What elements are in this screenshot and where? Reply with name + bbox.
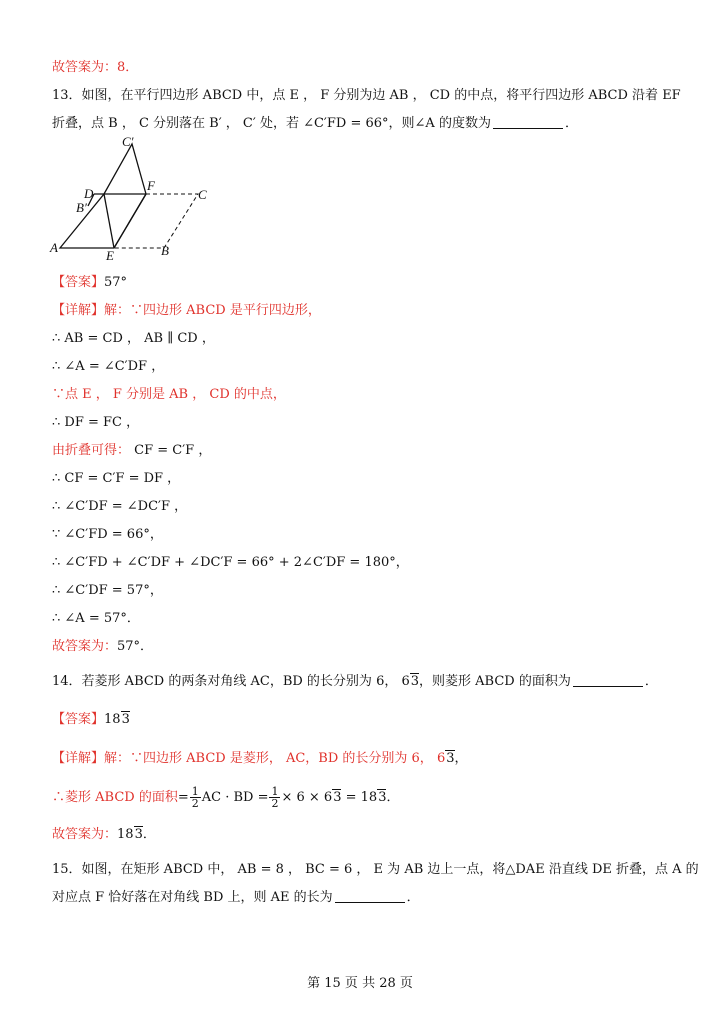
q13-text-line2 — [52, 114, 680, 134]
final-label: 故答案为： — [52, 827, 118, 842]
detail-tag: 【详解】解： — [52, 303, 131, 318]
q13-answer — [52, 273, 680, 293]
step-11: ∴ ∠A = 57°． — [52, 611, 140, 626]
final-value: 18 — [117, 827, 134, 842]
q15-text-line2 — [52, 888, 680, 908]
detail-end: ， — [454, 751, 468, 766]
step-10: ∴ ∠C′DF = 57°， — [52, 583, 163, 598]
step-5 — [52, 441, 680, 461]
final-sqrt: 3 — [134, 827, 143, 842]
q14-text — [52, 672, 680, 692]
area-sqrt-1: 3 — [333, 790, 342, 805]
answer-tag: 【答案】 — [52, 275, 105, 290]
q14-final-answer — [52, 825, 680, 845]
fraction-numerator: 1 — [271, 785, 279, 798]
answer-value: 18 — [104, 712, 121, 727]
q13-text-line2-end: ． — [564, 116, 578, 131]
step-5-expr: CF = C′F ， — [130, 443, 212, 458]
answer-sqrt: 3 — [121, 712, 130, 727]
q15-answer-blank — [335, 888, 405, 903]
label-b-prime: B′ — [76, 200, 87, 215]
label-e: E — [106, 248, 114, 263]
area-mid: AC · BD = — [201, 790, 269, 805]
label-c: C — [198, 187, 207, 202]
area-sqrt-2: 3 — [378, 790, 387, 805]
detail-sqrt: 3 — [446, 751, 455, 766]
q14-text-end: ． — [644, 674, 658, 689]
step-9: ∴ ∠C′FD + ∠C′DF + ∠DC′F = 66° + 2∠C′DF = 180°， — [52, 555, 409, 570]
detail-text: ∵四边形 ABCD 是平行四边形， — [130, 303, 321, 318]
q14-detail — [52, 749, 680, 769]
q15-text-line2-end: ． — [406, 890, 420, 905]
original-position-dashed — [114, 194, 198, 248]
step-2: ∴ ∠A = ∠C′DF ， — [52, 359, 165, 374]
step-4: ∴ DF = FC ， — [52, 415, 140, 430]
q13-detail — [52, 301, 680, 321]
step-8: ∵ ∠C′FD = 66°， — [52, 527, 163, 542]
area-label: ∴菱形 ABCD 的面积 — [52, 790, 178, 805]
label-c-prime: C′ — [122, 134, 134, 149]
detail-text: ∵四边形 ABCD 是菱形， AC，BD 的长分别为 6， 6 — [130, 751, 446, 766]
label-a: A — [50, 240, 58, 255]
label-d: D — [84, 186, 94, 201]
q15-text-line2-main: 对应点 F 恰好落在对角线 BD 上，则 AE 的长为 — [52, 890, 333, 905]
q14-answer — [52, 710, 680, 730]
detail-tag: 【详解】解： — [52, 751, 131, 766]
fraction-denominator: 2 — [271, 797, 279, 810]
fraction-half-1 — [190, 786, 201, 809]
q13-text-line2-main: 折叠，点 B ， C 分别落在 B′ ， C′ 处，若 ∠C′FD = 66°，则∠A 的度数为 — [52, 116, 491, 131]
final-value: 57°． — [117, 639, 154, 654]
q14-text-post: ，则菱形 ABCD 的面积为 — [419, 674, 571, 689]
fraction-numerator: 1 — [191, 785, 199, 798]
fraction-denominator: 2 — [191, 797, 199, 810]
final-dot: ． — [142, 827, 156, 842]
label-b: B — [161, 243, 169, 258]
step-6: ∴ CF = C′F = DF ， — [52, 471, 181, 486]
label-f: F — [147, 178, 155, 193]
answer-tag: 【答案】 — [52, 712, 105, 727]
fraction-half-2 — [269, 786, 280, 809]
page-footer: 第 15 页 共 28 页 — [307, 976, 413, 991]
segment-ef — [114, 194, 146, 248]
area-result: = 18 — [341, 790, 378, 805]
step-3: ∵点 E ， F 分别是 AB ， CD 的中点， — [52, 387, 286, 402]
area-equals: = — [177, 790, 189, 805]
segment-b1e — [104, 194, 114, 248]
q13-figure — [48, 134, 218, 264]
q13-final-answer — [52, 637, 680, 657]
q14-sqrt: 3 — [410, 674, 420, 689]
q15-text-line1: 15．如图，在矩形 ABCD 中， AB = 8 ， BC = 6 ， E 为 AB 边上一点，将△DAE 沿直线 DE 折叠，点 A 的 — [52, 862, 699, 877]
q13-text-line1: 13．如图，在平行四边形 ABCD 中，点 E ， F 分别为边 AB ， CD 的中点，将平行四边形 ABCD 沿着 EF — [52, 88, 681, 103]
step-5-label: 由折叠可得： — [52, 443, 131, 458]
q14-area-formula — [52, 784, 680, 812]
q14-text-main: 14．若菱形 ABCD 的两条对角线 AC，BD 的长分别为 6， 6 — [52, 674, 410, 689]
area-tail: × 6 × 6 — [281, 790, 333, 805]
prev-final-answer: 故答案为：8． — [52, 60, 139, 75]
folded-shape — [60, 144, 146, 248]
q13-answer-blank — [493, 114, 563, 129]
area-dot: ． — [386, 790, 400, 805]
final-label: 故答案为： — [52, 639, 118, 654]
step-7: ∴ ∠C′DF = ∠DC′F ， — [52, 499, 188, 514]
step-1: ∴ AB = CD ， AB ∥ CD ， — [52, 331, 215, 346]
q14-answer-blank — [573, 672, 643, 687]
answer-value: 57° — [104, 275, 128, 290]
